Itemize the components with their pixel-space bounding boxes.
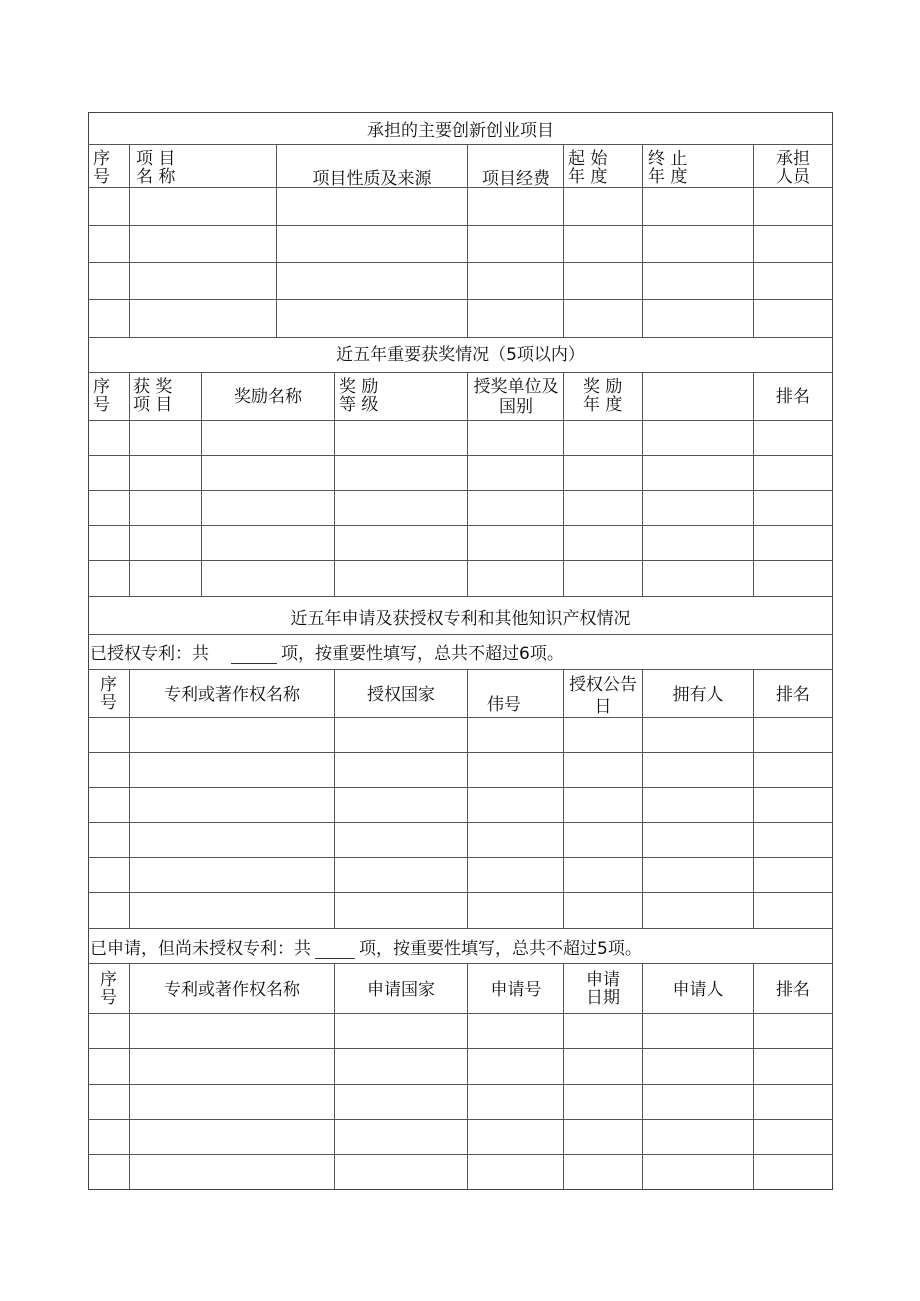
projects-header-start-line1: 起 始 xyxy=(568,149,608,169)
row-divider xyxy=(88,1013,833,1014)
granted-header-owner: 拥有人 xyxy=(672,685,724,705)
row-divider xyxy=(88,560,833,561)
row-divider xyxy=(88,1154,833,1155)
row-divider xyxy=(88,928,833,929)
granted-header-rank: 排名 xyxy=(776,685,810,705)
awards-header-seq-line1: 序 xyxy=(93,377,110,397)
row-divider xyxy=(88,372,833,373)
row-divider xyxy=(88,892,833,893)
column-divider xyxy=(753,669,754,928)
column-divider xyxy=(334,372,335,596)
granted-header-seq-line1: 序 xyxy=(100,675,117,695)
pending-header-seq-line1: 序 xyxy=(100,970,117,990)
row-divider xyxy=(88,717,833,718)
projects-header-nature: 项目性质及来源 xyxy=(312,169,432,189)
row-divider xyxy=(88,1084,833,1085)
pending-header-applicant: 申请人 xyxy=(672,980,724,1000)
granted-header-country: 授权国家 xyxy=(367,685,435,705)
pending-header-date-line1: 申请 xyxy=(586,970,620,990)
row-divider xyxy=(88,963,833,964)
awards-header-grade-line1: 奖 励 xyxy=(339,377,379,397)
pending-count-blank[interactable] xyxy=(315,940,355,959)
awards-header-project-line2: 项 目 xyxy=(133,395,173,415)
granted-header-date-line1: 授权公告 xyxy=(569,675,637,695)
granted-patent-count-line xyxy=(90,645,564,664)
pending-patent-count-line xyxy=(90,940,642,959)
pending-header-number: 申请号 xyxy=(490,980,542,1000)
projects-header-staff-line2: 人员 xyxy=(776,167,810,187)
projects-header-start-line2: 年 度 xyxy=(568,167,608,187)
pending-header-name: 专利或著作权名称 xyxy=(164,980,300,1000)
row-divider xyxy=(88,455,833,456)
projects-section-title: 承担的主要创新创业项目 xyxy=(367,121,554,141)
projects-header-funds: 项目经费 xyxy=(482,169,550,189)
row-divider xyxy=(88,752,833,753)
awards-header-unit-line2: 国别 xyxy=(499,397,533,417)
column-divider xyxy=(334,669,335,928)
granted-count-blank[interactable] xyxy=(231,645,277,664)
awards-header-unit-line1: 授奖单位及 xyxy=(473,377,559,397)
pending-prefix: 已申请，但尚未授权专利：共 xyxy=(90,939,311,959)
awards-header-year-line1: 奖 励 xyxy=(583,377,623,397)
projects-header-staff-line1: 承担 xyxy=(776,149,810,169)
row-divider xyxy=(88,669,833,670)
column-divider xyxy=(642,144,643,337)
column-divider xyxy=(467,669,468,928)
row-divider xyxy=(88,596,833,597)
pending-header-rank: 排名 xyxy=(776,980,810,1000)
column-divider xyxy=(129,144,130,337)
projects-header-end-line1: 终 止 xyxy=(648,149,688,169)
projects-header-end-line2: 年 度 xyxy=(648,167,688,187)
awards-header-seq-line2: 号 xyxy=(93,395,110,415)
ip-section-title: 近五年申请及获授权专利和其他知识产权情况 xyxy=(290,609,631,629)
granted-prefix: 已授权专利：共 xyxy=(90,644,209,664)
row-divider xyxy=(88,490,833,491)
row-divider xyxy=(88,420,833,421)
awards-section-title: 近五年重要获奖情况（5项以内） xyxy=(336,345,585,365)
row-divider xyxy=(88,1048,833,1049)
pending-header-country: 申请国家 xyxy=(367,980,435,1000)
pending-header-seq-line2: 号 xyxy=(100,988,117,1008)
row-divider xyxy=(88,525,833,526)
granted-header-seq-line2: 号 xyxy=(100,693,117,713)
projects-header-seq-line1: 序 xyxy=(93,149,110,169)
awards-header-rank: 排名 xyxy=(776,387,810,407)
granted-header-number: 伟号 xyxy=(487,695,521,715)
column-divider xyxy=(642,372,643,596)
granted-header-name: 专利或著作权名称 xyxy=(164,685,300,705)
projects-header-name-line1: 项 目 xyxy=(136,149,176,169)
row-divider xyxy=(88,144,833,145)
projects-header-name-line2: 名 称 xyxy=(136,167,176,187)
projects-header-seq-line2: 号 xyxy=(93,167,110,187)
row-divider xyxy=(88,225,833,226)
row-divider xyxy=(88,857,833,858)
row-divider xyxy=(88,634,833,635)
column-divider xyxy=(129,669,130,928)
row-divider xyxy=(88,337,833,338)
row-divider xyxy=(88,299,833,300)
row-divider xyxy=(88,822,833,823)
pending-header-date-line2: 日期 xyxy=(586,988,620,1008)
row-divider xyxy=(88,262,833,263)
row-divider xyxy=(88,1119,833,1120)
granted-header-date-line2: 日 xyxy=(594,697,612,717)
row-divider xyxy=(88,787,833,788)
column-divider xyxy=(129,372,130,596)
awards-header-name: 奖励名称 xyxy=(234,387,302,407)
granted-suffix: 项，按重要性填写，总共不超过6项。 xyxy=(281,644,564,664)
awards-header-project-line1: 获 奖 xyxy=(133,377,173,397)
column-divider xyxy=(642,669,643,928)
awards-header-grade-line2: 等 级 xyxy=(339,395,379,415)
pending-suffix: 项，按重要性填写，总共不超过5项。 xyxy=(359,939,642,959)
awards-header-year-line2: 年 度 xyxy=(583,395,623,415)
